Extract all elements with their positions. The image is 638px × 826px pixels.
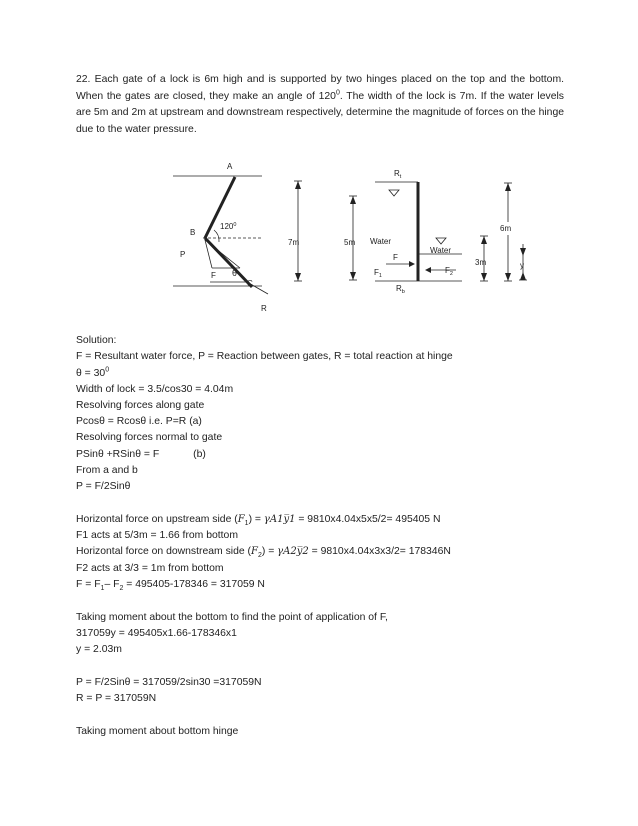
solution-line: P = F/2Sinθ (76, 481, 131, 492)
point-a-label: A (227, 162, 233, 171)
solution-line: Taking moment about the bottom to find the point of application of F, (76, 612, 388, 623)
solution-line: Resolving forces normal to gate (76, 432, 223, 443)
solution-line: F2 acts at 3/3 = 1m from bottom (76, 563, 224, 574)
theta-label: θ (232, 268, 238, 278)
solution-line: R = P = 317059N (76, 693, 157, 704)
solution-line: F1 acts at 5/3m = 1.66 from bottom (76, 530, 238, 541)
solution-line: Taking moment about bottom hinge (76, 726, 239, 737)
downstream-force-line: Horizontal force on downstream side $(F_2)$ = γA2y̅2 = 9810x4.04x3x3/2= 178346N (76, 546, 451, 560)
height-6m-label: 6m (500, 224, 512, 233)
gate-angle-label: $120^0$ (220, 222, 237, 231)
solution-line: Pcosθ = Rcosθ i.e. P=R (a) (76, 416, 202, 427)
lock-gate-figure (160, 158, 340, 318)
solution-line: $\theta = 30^0$ (76, 366, 110, 379)
upstream-force-line: Horizontal force on upstream side $(F_1)$ = γA1y̅1 = 9810x4.04x5x5/2= 495405 N (76, 514, 441, 528)
problem-text: 22. Each gate of a lock is 6m high and is supported by two hinges placed on the top and the bottom. When the gates are closed, they make an angle of 120 (76, 74, 564, 102)
problem-angle-degree: 0 (335, 89, 340, 97)
solution-line: From a and b (76, 465, 138, 476)
bottom-reaction-label: $R_b$ (396, 284, 405, 295)
height-5m-label: 5m (344, 238, 356, 247)
solution-line: y = 2.03m (76, 644, 122, 655)
height-3m-label: 3m (475, 258, 487, 267)
problem-statement (76, 72, 564, 138)
resultant-force-line: $F = F_1-$ $F_2 = 495405-178346 = 317059$ N (76, 579, 265, 593)
solution-line: Resolving forces along gate (76, 400, 205, 411)
gate-elevation-figure (338, 162, 540, 300)
solution-line: PSinθ +RSinθ = F (b) (76, 449, 206, 460)
solution-heading: Solution: (76, 335, 117, 346)
upstream-water-label: Water (370, 237, 392, 246)
solution-line: P = F/2Sinθ = 317059/2sin30 =317059N (76, 677, 262, 688)
reaction-r-label: R (261, 304, 267, 313)
reaction-p-label: P (180, 250, 186, 259)
solution-line: Width of lock = 3.5/cos30 = 4.04m (76, 384, 234, 395)
force-f-right-label: F (393, 253, 398, 262)
height-7m-label: 7m (288, 238, 300, 247)
problem-text-continued: . The width of the lock is 7m. If the water levels are 5m and 2m at upstream and downstream respectively, determine the magnitude of forces on the hinge due to the water pressure. (76, 90, 564, 135)
solution-line: 317059y = 495405x1.66-178346x1 (76, 628, 237, 639)
point-b-label: B (190, 228, 196, 237)
top-reaction-label: $R_t$ (394, 169, 402, 180)
force-f-label: F (211, 271, 216, 280)
downstream-water-label: Water (430, 246, 452, 255)
force-f1-label: $F_1$ (374, 268, 382, 279)
height-y-label: y (520, 261, 524, 270)
solution-line: F = Resultant water force, P = Reaction between gates, R = total reaction at hinge (76, 351, 453, 362)
force-f2-label: $F_2$ (445, 266, 453, 277)
point-c-label: C (247, 279, 253, 288)
